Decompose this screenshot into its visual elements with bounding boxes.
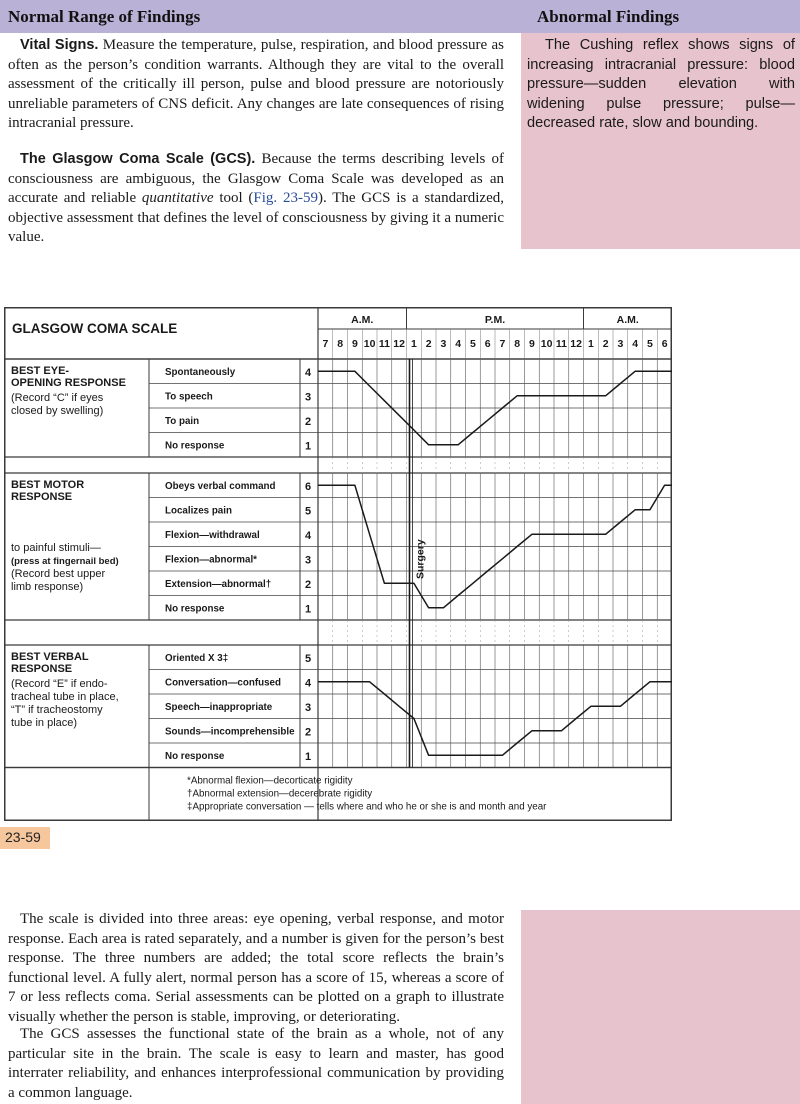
section-note: (press at fingernail bed): [11, 556, 119, 567]
hour-label: 12: [570, 338, 582, 350]
hour-label: 8: [514, 338, 521, 350]
normal-findings-title: Normal Range of Findings: [8, 7, 201, 26]
section-note: closed by swelling): [11, 405, 104, 417]
response-label: To speech: [165, 391, 213, 403]
response-label: No response: [165, 751, 225, 762]
response-label: No response: [165, 440, 225, 452]
vital-signs-paragraph: [8, 36, 504, 134]
period-label-2: P.M.: [484, 314, 506, 326]
response-label: To pain: [165, 416, 200, 427]
response-label: Sounds—incomprehensible: [165, 726, 295, 738]
footnote: †Abnormal extension—decerebrate rigidity: [187, 788, 373, 800]
gcs-italic-word: quantitative: [141, 190, 214, 206]
response-score: 5: [304, 505, 312, 518]
response-label: Oriented X 3‡: [165, 653, 229, 664]
gcs-body-part-3: ). The GCS is a standardized, objective assessment that defines the level of consciousness by giving it a numeric value.: [8, 190, 504, 245]
section-note: (Record best upper: [11, 568, 106, 580]
section-note: limb response): [11, 581, 84, 593]
section-note: tube in place): [11, 717, 78, 729]
figure-number-label: 23-59: [0, 827, 50, 849]
scale-description-paragraph: The scale is divided into three areas: eye opening, verbal response, and motor response. Each area is rated separately, and a number is given for the person’s best response. The three numbers are added; the total score reflects the brain’s functional level. A fully alert, normal person has a score of 15, whereas a score of 7 or less reflects coma. Serial assessments can be plotted on a graph to illustrate visually whether the person is stable, improving, or deteriorating.: [8, 911, 504, 1025]
response-label: Speech—inappropriate: [165, 702, 273, 713]
section-note: to painful stimuli—: [11, 542, 101, 554]
abnormal-findings-panel-lower: [521, 910, 800, 1104]
hour-label: 6: [484, 338, 491, 350]
figure-title: GLASGOW COMA SCALE: [12, 321, 178, 336]
gcs-paragraph: [8, 150, 504, 248]
response-score: 3: [304, 391, 312, 404]
figure-reference-link[interactable]: Fig. 23-59: [253, 190, 318, 206]
hour-label: 2: [602, 338, 609, 350]
response-score: 4: [304, 677, 312, 690]
response-score: 6: [304, 481, 312, 493]
response-label: Flexion—abnormal*: [165, 554, 257, 566]
response-score: 5: [304, 653, 312, 665]
response-label: Localizes pain: [165, 505, 232, 517]
abnormal-findings-header: [521, 0, 800, 33]
hour-label: 1: [587, 338, 594, 350]
vital-signs-heading: Vital Signs.: [20, 37, 99, 53]
hour-label: 6: [661, 338, 668, 350]
hour-label: 11: [378, 338, 390, 350]
hour-label: 12: [393, 338, 405, 350]
hour-label: 4: [455, 338, 462, 350]
response-label: Extension—abnormal†: [165, 579, 272, 590]
hour-label: 2: [425, 338, 432, 350]
gcs-body-part-1: Because the terms describing levels of consciousness are ambiguous, the Glasgow Coma Scale was developed as an accurate and reliable: [8, 151, 504, 206]
response-score: 2: [304, 416, 312, 428]
gcs-body-part-2: tool (: [213, 190, 254, 206]
normal-findings-header: [0, 0, 521, 33]
response-score: 1: [304, 440, 312, 453]
response-label: Spontaneously: [165, 367, 236, 378]
hour-label: 7: [322, 338, 329, 350]
response-score: 1: [304, 751, 312, 763]
response-label: Flexion—withdrawal: [165, 530, 260, 541]
section-note: tracheal tube in place,: [11, 691, 119, 703]
section-heading: RESPONSE: [11, 663, 73, 675]
gcs-heading: The Glasgow Coma Scale (GCS).: [20, 151, 256, 167]
section-heading: BEST EYE-: [11, 365, 70, 377]
section-heading: BEST MOTOR: [11, 479, 85, 491]
response-score: 3: [304, 554, 312, 567]
hour-label: 3: [617, 338, 624, 350]
hour-label: 8: [337, 338, 344, 350]
footnote: *Abnormal flexion—decorticate rigidity: [187, 775, 353, 787]
response-score: 2: [304, 726, 312, 739]
hour-label: 3: [440, 338, 447, 350]
hour-label: 11: [555, 338, 567, 350]
glasgow-coma-scale-figure: [4, 307, 672, 821]
period-label-1: A.M.: [351, 314, 374, 326]
section-heading: OPENING RESPONSE: [11, 377, 126, 389]
hour-label: 7: [499, 338, 506, 350]
section-heading: BEST VERBAL: [11, 651, 89, 663]
hour-label: 9: [528, 338, 535, 350]
response-score: 2: [304, 579, 312, 591]
footnote: ‡Appropriate conversation — tells where and who he or she is and month and year: [187, 801, 547, 813]
hour-label: 9: [351, 338, 358, 350]
cushing-reflex-text: The Cushing reflex shows signs of increasing intracranial pressure: blood pressure—sudden elevation with widening pulse pressure; pulse—decreased rate, slow and bounding.: [527, 37, 795, 131]
abnormal-findings-title: Abnormal Findings: [537, 7, 680, 26]
period-label-3: A.M.: [616, 314, 639, 326]
section-heading: RESPONSE: [11, 491, 73, 503]
response-label: Conversation—confused: [165, 677, 281, 689]
gcs-assessment-paragraph: The GCS assesses the functional state of the brain as a whole, not of any particular site in the brain. The scale is easy to learn and master, has good interrater reliability, and enhances interprofessional communication by providing a common language.: [8, 1026, 504, 1101]
section-note: (Record “E” if endo-: [11, 678, 108, 690]
vital-signs-body: Measure the temperature, pulse, respiration, and blood pressure as often as the person’s condition warrants. Although they are vital to the overall assessment of the critically ill person, pulse and blood pressure are notoriously unreliable parameters of CNS deficit. Any changes are late consequences of rising intracranial pressure.: [8, 37, 504, 131]
response-label: Obeys verbal command: [165, 481, 276, 492]
hour-label: 10: [363, 338, 376, 350]
response-label: No response: [165, 603, 225, 615]
response-score: 4: [304, 367, 312, 379]
response-score: 1: [304, 603, 312, 616]
hour-label: 5: [646, 338, 653, 350]
hour-label: 1: [410, 338, 417, 350]
section-note: (Record “C” if eyes: [11, 392, 104, 404]
hour-label: 10: [540, 338, 553, 350]
response-score: 3: [304, 702, 312, 714]
hour-label: 4: [632, 338, 639, 350]
section-note: “T” if tracheostomy: [11, 704, 103, 716]
response-score: 4: [304, 530, 312, 542]
hour-label: 5: [469, 338, 476, 350]
surgery-label: Surgery: [414, 539, 427, 579]
